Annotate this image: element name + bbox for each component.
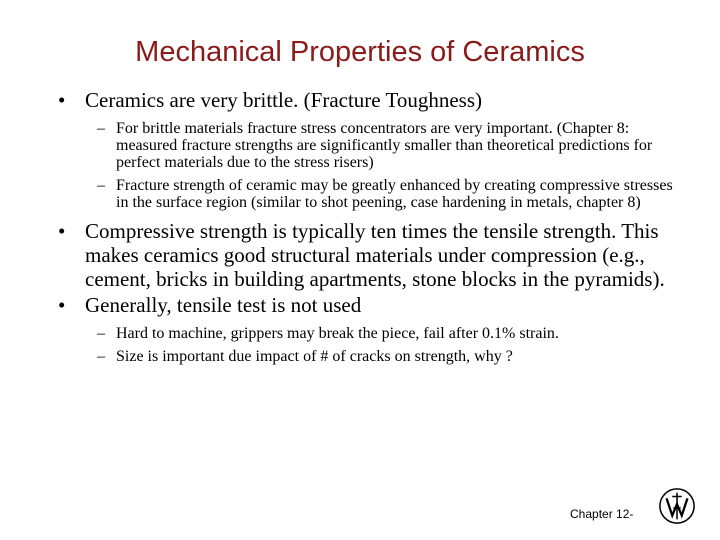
- sub-bullet-text: Fracture strength of ceramic may be greatly enhanced by creating compressive stresses in the surface region (similar to shot peening, case hardening in metals, chapter 8): [116, 177, 673, 211]
- chapter-footer: Chapter 12-: [570, 507, 634, 521]
- bullet-text: Generally, tensile test is not used: [85, 293, 362, 317]
- sub-bullet-item: [58, 177, 678, 211]
- slide-title: Mechanical Properties of Ceramics: [135, 36, 585, 68]
- bullet-text: Compressive strength is typically ten times the tensile strength. This makes ceramics good structural materials under compression (e.g., cement, bricks in building apartments, stone blocks in the pyramids).: [85, 219, 665, 291]
- sub-bullet-text: Size is important due impact of # of cracks on strength, why ?: [116, 348, 513, 365]
- sub-bullet-mark: –: [97, 325, 105, 342]
- bullet-item: [58, 219, 678, 291]
- sub-bullet-mark: –: [97, 348, 105, 365]
- university-logo-icon: [658, 487, 696, 525]
- bullet-item: [58, 88, 678, 112]
- sub-bullet-text: For brittle materials fracture stress concentrators are very important. (Chapter 8: measured fracture strengths are significantly smaller than theoretical predictions for perfect materials due to the stress risers): [116, 120, 653, 171]
- bullet-mark: •: [58, 219, 66, 243]
- sub-bullet-text: Hard to machine, grippers may break the piece, fail after 0.1% strain.: [116, 325, 559, 342]
- slide-content: [58, 88, 678, 365]
- bullet-mark: •: [58, 88, 66, 112]
- sub-bullet-item: [58, 120, 678, 171]
- bullet-mark: •: [58, 293, 66, 317]
- sub-bullet-item: [58, 348, 678, 365]
- sub-bullet-mark: –: [97, 177, 105, 194]
- sub-bullet-item: [58, 325, 678, 342]
- bullet-text: Ceramics are very brittle. (Fracture Toughness): [85, 88, 483, 112]
- bullet-item: [58, 293, 678, 317]
- sub-bullet-mark: –: [97, 120, 105, 137]
